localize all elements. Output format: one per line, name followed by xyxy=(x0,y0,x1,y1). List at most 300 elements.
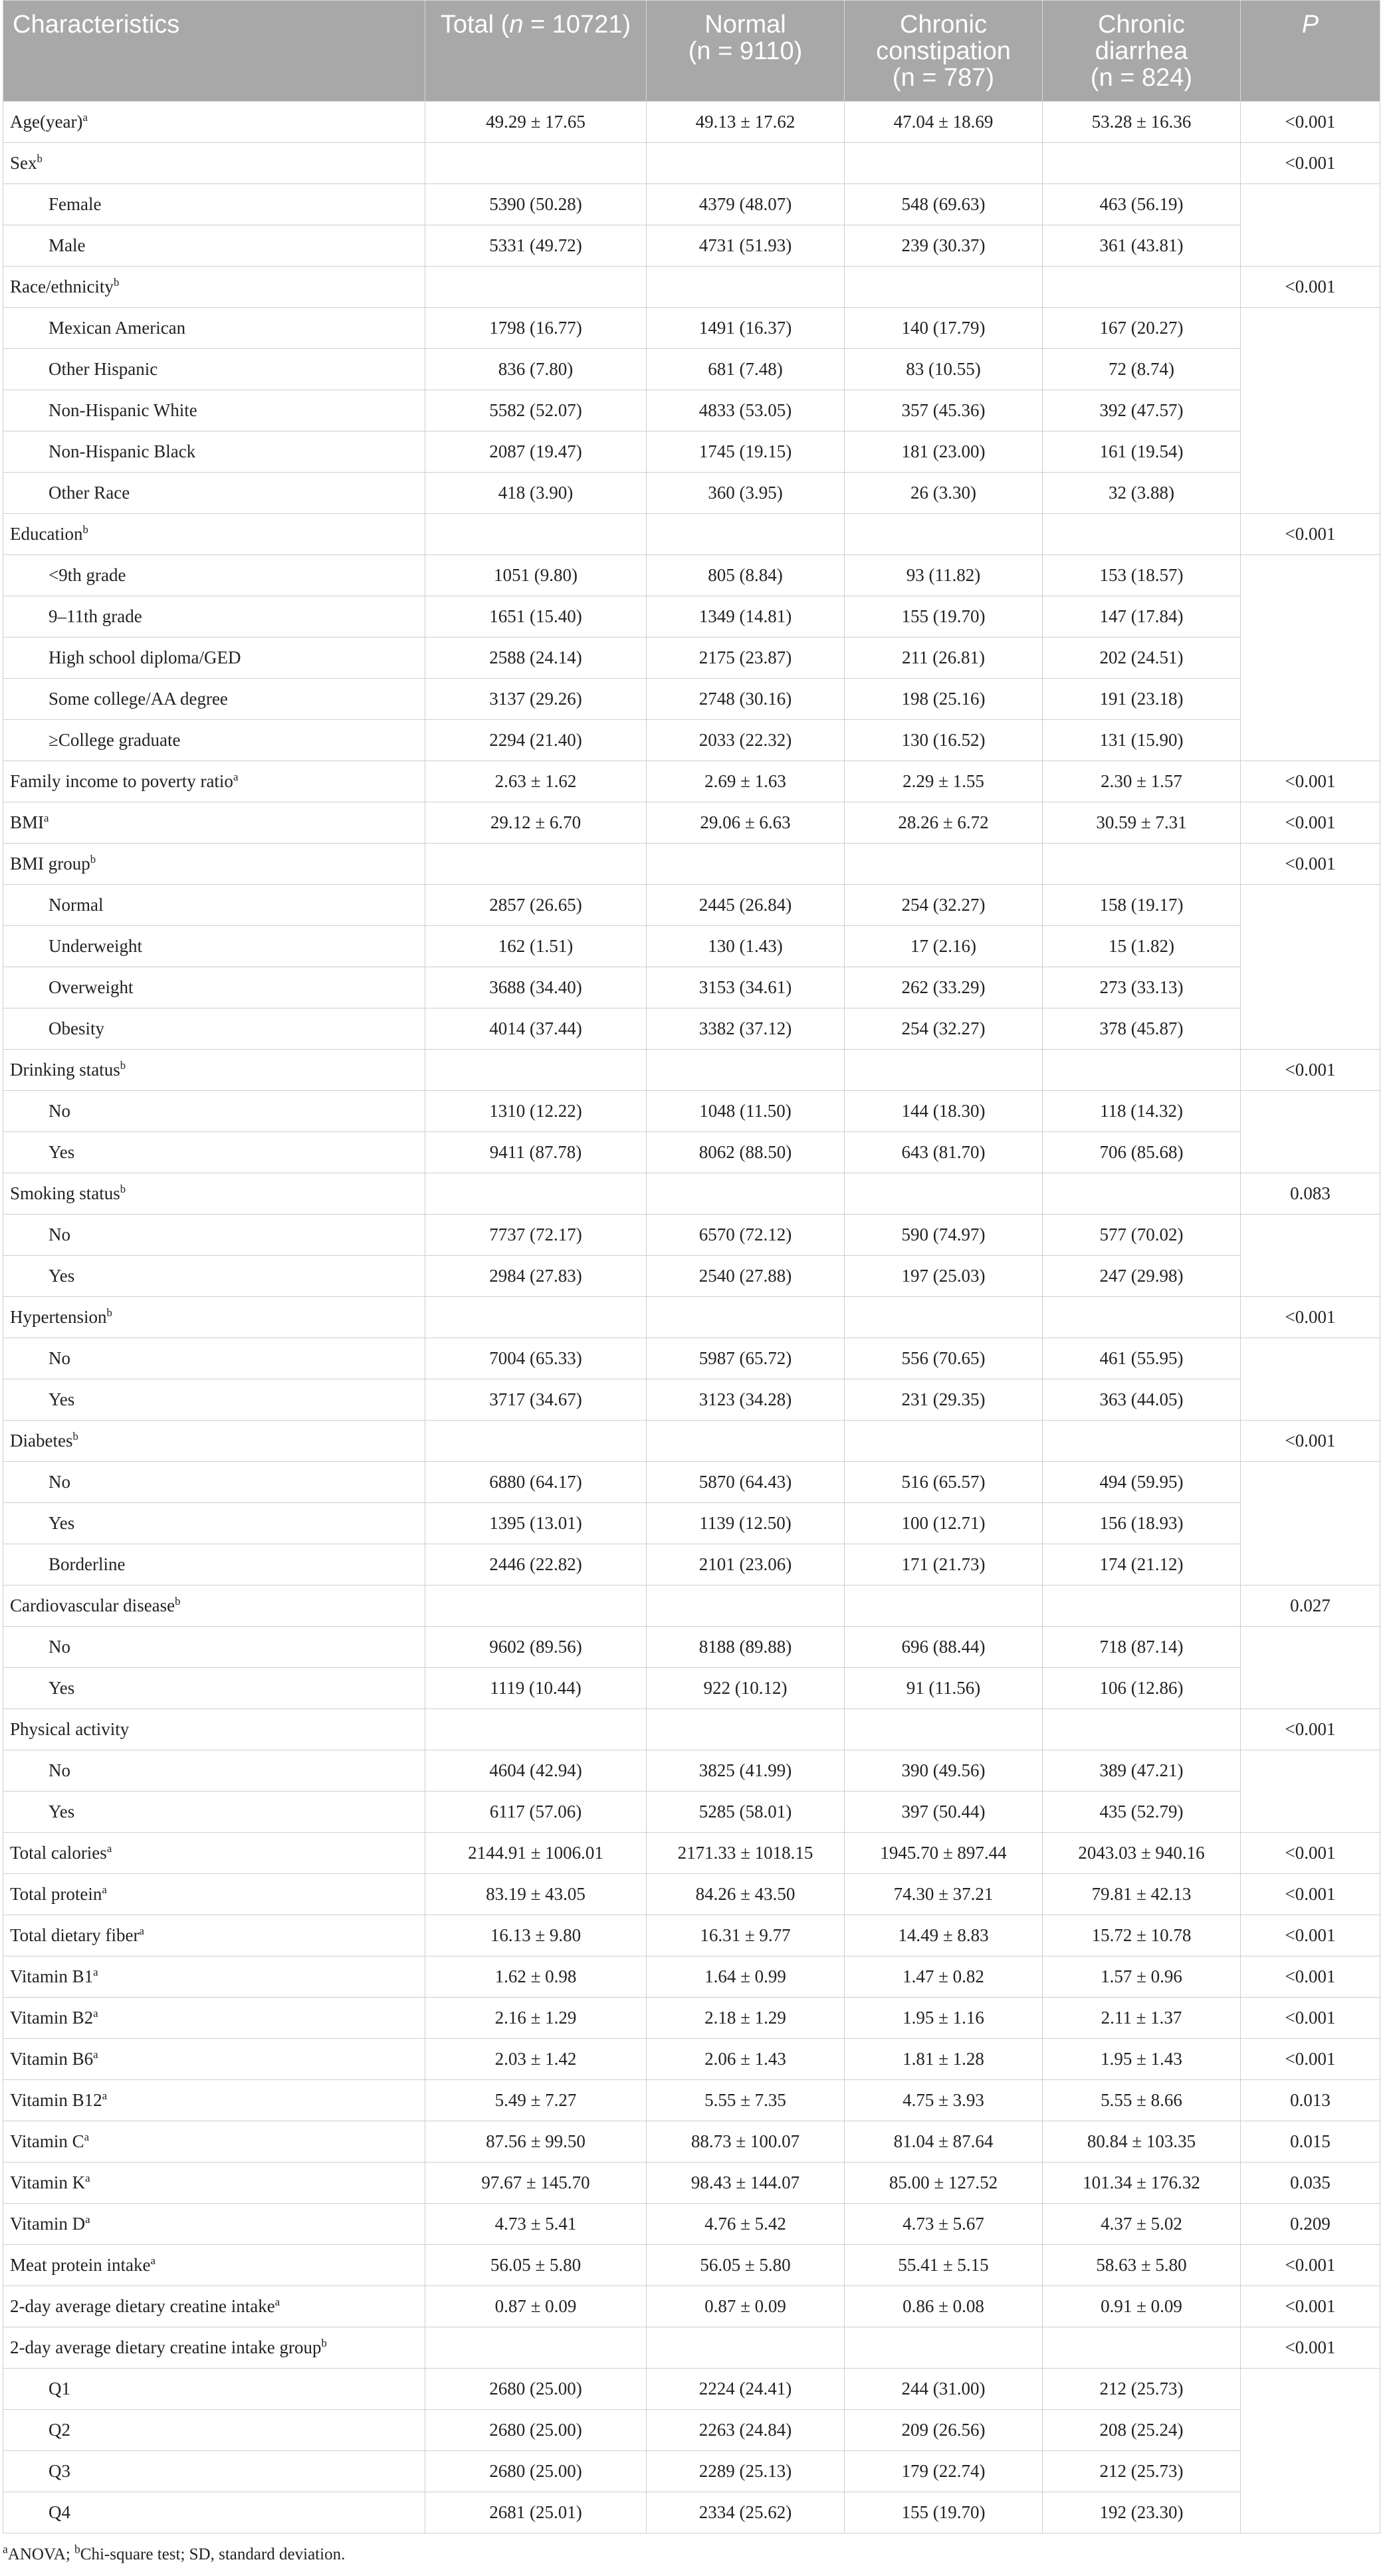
row-label-text: Family income to poverty ratio xyxy=(10,771,233,791)
cell-total: 9411 (87.78) xyxy=(425,1132,647,1173)
cell-total: 1051 (9.80) xyxy=(425,555,647,596)
table-row xyxy=(3,2163,1380,2204)
cell-total: 2.03 ± 1.42 xyxy=(425,2039,647,2080)
cell-diarrhea: 15.72 ± 10.78 xyxy=(1043,1915,1241,1956)
cell-diarrhea: 2043.03 ± 940.16 xyxy=(1043,1833,1241,1874)
row-label xyxy=(3,102,425,143)
table-row xyxy=(3,1503,1380,1544)
row-label xyxy=(3,431,425,473)
cell-diarrhea: 174 (21.12) xyxy=(1043,1544,1241,1585)
cell-p-value: 0.013 xyxy=(1241,2080,1380,2121)
table-row xyxy=(3,1338,1380,1379)
row-label-text: Other Race xyxy=(49,483,130,503)
row-label xyxy=(3,2369,425,2410)
cell-p-value: <0.001 xyxy=(1241,1915,1380,1956)
cell-p-value: 0.083 xyxy=(1241,1173,1380,1215)
cell-total xyxy=(425,844,647,885)
cell-constipation xyxy=(845,143,1043,184)
row-label-footnote-mark: a xyxy=(85,2213,90,2226)
row-label xyxy=(3,1091,425,1132)
cell-diarrhea: 1.57 ± 0.96 xyxy=(1043,1956,1241,1998)
row-label-text: No xyxy=(49,1225,70,1244)
row-label-text: Race/ethnicity xyxy=(10,277,114,296)
cell-diarrhea: 363 (44.05) xyxy=(1043,1379,1241,1421)
row-label xyxy=(3,267,425,308)
row-label-footnote-mark: a xyxy=(93,2007,98,2020)
table-row xyxy=(3,1379,1380,1421)
cell-diarrhea: 463 (56.19) xyxy=(1043,184,1241,225)
table-row xyxy=(3,102,1380,143)
cell-p-value: <0.001 xyxy=(1241,2039,1380,2080)
cell-p-value xyxy=(1241,967,1380,1008)
cell-normal: 2175 (23.87) xyxy=(647,638,845,679)
row-label xyxy=(3,967,425,1008)
cell-constipation: 93 (11.82) xyxy=(845,555,1043,596)
row-label-footnote-mark: a xyxy=(106,1842,112,1855)
cell-p-value xyxy=(1241,1627,1380,1668)
cell-constipation xyxy=(845,1421,1043,1462)
table-row xyxy=(3,390,1380,431)
cell-normal xyxy=(647,143,845,184)
cell-p-value xyxy=(1241,184,1380,225)
cell-constipation: 254 (32.27) xyxy=(845,1008,1043,1050)
table-body xyxy=(3,102,1380,2533)
row-label xyxy=(3,1132,425,1173)
cell-p-value xyxy=(1241,1215,1380,1256)
table-row xyxy=(3,1173,1380,1215)
row-label-text: Vitamin B1 xyxy=(10,1966,94,1986)
cell-p-value: <0.001 xyxy=(1241,1998,1380,2039)
row-label xyxy=(3,802,425,844)
row-label xyxy=(3,1503,425,1544)
cell-diarrhea: 212 (25.73) xyxy=(1043,2369,1241,2410)
cell-normal xyxy=(647,267,845,308)
row-label-text: Vitamin B2 xyxy=(10,2008,94,2028)
row-label xyxy=(3,720,425,761)
cell-constipation: 155 (19.70) xyxy=(845,596,1043,638)
cell-constipation: 4.75 ± 3.93 xyxy=(845,2080,1043,2121)
cell-total: 162 (1.51) xyxy=(425,926,647,967)
cell-normal: 2171.33 ± 1018.15 xyxy=(647,1833,845,1874)
cell-diarrhea: 161 (19.54) xyxy=(1043,431,1241,473)
row-label-text: Male xyxy=(49,235,86,255)
cell-diarrhea: 191 (23.18) xyxy=(1043,679,1241,720)
table-row xyxy=(3,1874,1380,1915)
row-label-footnote-mark: b xyxy=(321,2337,327,2349)
cell-p-value xyxy=(1241,926,1380,967)
row-label xyxy=(3,1709,425,1750)
row-label-text: Mexican American xyxy=(49,318,186,338)
row-label xyxy=(3,308,425,349)
cell-p-value: <0.001 xyxy=(1241,802,1380,844)
cell-diarrhea: 378 (45.87) xyxy=(1043,1008,1241,1050)
cell-normal: 130 (1.43) xyxy=(647,926,845,967)
cell-p-value xyxy=(1241,2492,1380,2533)
cell-total xyxy=(425,1585,647,1627)
table-row xyxy=(3,1008,1380,1050)
table-row xyxy=(3,967,1380,1008)
cell-constipation: 47.04 ± 18.69 xyxy=(845,102,1043,143)
cell-total xyxy=(425,2327,647,2369)
cell-diarrhea: 118 (14.32) xyxy=(1043,1091,1241,1132)
cell-total: 2.63 ± 1.62 xyxy=(425,761,647,802)
cell-normal xyxy=(647,2327,845,2369)
cell-p-value: <0.001 xyxy=(1241,844,1380,885)
cell-constipation: 74.30 ± 37.21 xyxy=(845,1874,1043,1915)
header-total xyxy=(425,1,647,102)
cell-constipation: 4.73 ± 5.67 xyxy=(845,2204,1043,2245)
row-label xyxy=(3,2327,425,2369)
header-total-n: n xyxy=(509,11,524,39)
cell-diarrhea: 202 (24.51) xyxy=(1043,638,1241,679)
header-p: P xyxy=(1241,1,1380,102)
cell-normal: 2445 (26.84) xyxy=(647,885,845,926)
cell-total: 1.62 ± 0.98 xyxy=(425,1956,647,1998)
cell-normal: 6570 (72.12) xyxy=(647,1215,845,1256)
row-label-text: Female xyxy=(49,194,102,214)
cell-diarrhea: 131 (15.90) xyxy=(1043,720,1241,761)
cell-constipation xyxy=(845,1585,1043,1627)
row-label xyxy=(3,143,425,184)
row-label xyxy=(3,555,425,596)
table-row xyxy=(3,225,1380,267)
cell-total: 4604 (42.94) xyxy=(425,1750,647,1792)
table-row xyxy=(3,143,1380,184)
cell-normal xyxy=(647,1709,845,1750)
row-label-text: Yes xyxy=(49,1678,75,1698)
cell-total: 836 (7.80) xyxy=(425,349,647,390)
row-label xyxy=(3,473,425,514)
cell-constipation: 130 (16.52) xyxy=(845,720,1043,761)
row-label-text: Total protein xyxy=(10,1884,102,1904)
table-row xyxy=(3,2410,1380,2451)
row-label xyxy=(3,2039,425,2080)
cell-constipation: 2.29 ± 1.55 xyxy=(845,761,1043,802)
cell-total: 4014 (37.44) xyxy=(425,1008,647,1050)
cell-constipation: 26 (3.30) xyxy=(845,473,1043,514)
cell-diarrhea: 718 (87.14) xyxy=(1043,1627,1241,1668)
row-label-text: Cardiovascular disease xyxy=(10,1595,175,1615)
cell-diarrhea: 72 (8.74) xyxy=(1043,349,1241,390)
cell-constipation: 211 (26.81) xyxy=(845,638,1043,679)
cell-total: 2588 (24.14) xyxy=(425,638,647,679)
row-label xyxy=(3,1462,425,1503)
table-row xyxy=(3,2039,1380,2080)
header-normal xyxy=(647,1,845,102)
cell-diarrhea: 2.30 ± 1.57 xyxy=(1043,761,1241,802)
table-row xyxy=(3,1833,1380,1874)
cell-total: 6880 (64.17) xyxy=(425,1462,647,1503)
row-label xyxy=(3,1585,425,1627)
row-label xyxy=(3,1297,425,1338)
row-label xyxy=(3,2163,425,2204)
cell-constipation: 17 (2.16) xyxy=(845,926,1043,967)
cell-diarrhea xyxy=(1043,2327,1241,2369)
row-label-text: Education xyxy=(10,524,83,544)
cell-total xyxy=(425,267,647,308)
table-row xyxy=(3,2327,1380,2369)
cell-diarrhea: 58.63 ± 5.80 xyxy=(1043,2245,1241,2286)
cell-normal: 56.05 ± 5.80 xyxy=(647,2245,845,2286)
row-label-text: High school diploma/GED xyxy=(49,647,241,667)
cell-total: 7004 (65.33) xyxy=(425,1338,647,1379)
row-label-footnote-mark: a xyxy=(93,1966,98,1978)
cell-total: 1395 (13.01) xyxy=(425,1503,647,1544)
cell-diarrhea: 361 (43.81) xyxy=(1043,225,1241,267)
row-label-text: Q1 xyxy=(49,2379,70,2399)
cell-diarrhea: 30.59 ± 7.31 xyxy=(1043,802,1241,844)
table-row xyxy=(3,2204,1380,2245)
cell-constipation xyxy=(845,2327,1043,2369)
cell-p-value: <0.001 xyxy=(1241,2245,1380,2286)
cell-total: 49.29 ± 17.65 xyxy=(425,102,647,143)
table-row xyxy=(3,349,1380,390)
cell-normal: 16.31 ± 9.77 xyxy=(647,1915,845,1956)
table-row xyxy=(3,473,1380,514)
table-footnote xyxy=(3,2542,1383,2564)
row-label xyxy=(3,1915,425,1956)
cell-p-value xyxy=(1241,1503,1380,1544)
cell-constipation xyxy=(845,1173,1043,1215)
row-label xyxy=(3,1544,425,1585)
row-label xyxy=(3,2245,425,2286)
cell-constipation: 244 (31.00) xyxy=(845,2369,1043,2410)
cell-diarrhea xyxy=(1043,143,1241,184)
row-label xyxy=(3,1421,425,1462)
row-label-footnote-mark: a xyxy=(93,2048,98,2061)
cell-diarrhea: 153 (18.57) xyxy=(1043,555,1241,596)
row-label-text: Drinking status xyxy=(10,1060,120,1080)
cell-normal xyxy=(647,1050,845,1091)
table-row xyxy=(3,1297,1380,1338)
cell-constipation: 197 (25.03) xyxy=(845,1256,1043,1297)
cell-p-value: <0.001 xyxy=(1241,1421,1380,1462)
cell-constipation: 556 (70.65) xyxy=(845,1338,1043,1379)
row-label xyxy=(3,1668,425,1709)
header-constipation-line3: (n = 787) xyxy=(892,64,995,92)
cell-p-value xyxy=(1241,1338,1380,1379)
cell-constipation: 198 (25.16) xyxy=(845,679,1043,720)
row-label-text: Some college/AA degree xyxy=(49,689,228,709)
cell-total: 97.67 ± 145.70 xyxy=(425,2163,647,2204)
cell-p-value: <0.001 xyxy=(1241,761,1380,802)
cell-normal xyxy=(647,1585,845,1627)
row-label-text: No xyxy=(49,1760,70,1780)
row-label-footnote-mark: a xyxy=(84,2131,90,2143)
row-label xyxy=(3,885,425,926)
row-label-text: Obesity xyxy=(49,1018,104,1038)
row-label-footnote-mark: b xyxy=(82,523,88,536)
row-label-footnote-mark: a xyxy=(44,812,49,824)
row-label-text: Total calories xyxy=(10,1843,107,1863)
cell-diarrhea: 156 (18.93) xyxy=(1043,1503,1241,1544)
table-row xyxy=(3,2121,1380,2163)
table-row xyxy=(3,802,1380,844)
row-label xyxy=(3,1256,425,1297)
cell-p-value: <0.001 xyxy=(1241,102,1380,143)
cell-constipation: 1.81 ± 1.28 xyxy=(845,2039,1043,2080)
row-label-text: ≥College graduate xyxy=(49,730,181,750)
cell-constipation xyxy=(845,1050,1043,1091)
table-row xyxy=(3,184,1380,225)
cell-total xyxy=(425,1050,647,1091)
table-row xyxy=(3,679,1380,720)
row-label-text: Other Hispanic xyxy=(49,359,158,379)
row-label-footnote-mark: a xyxy=(102,1883,107,1896)
cell-diarrhea xyxy=(1043,1709,1241,1750)
cell-diarrhea: 1.95 ± 1.43 xyxy=(1043,2039,1241,2080)
row-label xyxy=(3,1173,425,1215)
table-row xyxy=(3,1709,1380,1750)
cell-p-value xyxy=(1241,1544,1380,1585)
cell-normal: 4731 (51.93) xyxy=(647,225,845,267)
cell-p-value xyxy=(1241,720,1380,761)
cell-p-value xyxy=(1241,679,1380,720)
header-total-suffix: = 10721) xyxy=(523,11,631,39)
row-label-footnote-mark: a xyxy=(150,2254,156,2267)
cell-diarrhea xyxy=(1043,1297,1241,1338)
cell-constipation: 239 (30.37) xyxy=(845,225,1043,267)
table-row xyxy=(3,2080,1380,2121)
cell-p-value: <0.001 xyxy=(1241,1833,1380,1874)
row-label-text: Yes xyxy=(49,1266,75,1286)
cell-total xyxy=(425,1709,647,1750)
row-label xyxy=(3,2492,425,2533)
table-row xyxy=(3,844,1380,885)
cell-constipation: 85.00 ± 127.52 xyxy=(845,2163,1043,2204)
table-row xyxy=(3,1585,1380,1627)
cell-normal xyxy=(647,1297,845,1338)
row-label-text: Non-Hispanic White xyxy=(49,400,197,420)
cell-p-value xyxy=(1241,1668,1380,1709)
row-label-text: 2-day average dietary creatine intake xyxy=(10,2296,275,2316)
table-row xyxy=(3,1998,1380,2039)
cell-total: 2294 (21.40) xyxy=(425,720,647,761)
table-row xyxy=(3,1668,1380,1709)
cell-constipation: 397 (50.44) xyxy=(845,1792,1043,1833)
cell-p-value xyxy=(1241,1008,1380,1050)
row-label-text: Q4 xyxy=(49,2502,70,2522)
cell-p-value: <0.001 xyxy=(1241,2286,1380,2327)
header-normal-line1: Normal xyxy=(704,11,786,39)
cell-normal: 5987 (65.72) xyxy=(647,1338,845,1379)
row-label-footnote-mark: a xyxy=(102,2089,108,2102)
table-row xyxy=(3,885,1380,926)
cell-diarrhea: 4.37 ± 5.02 xyxy=(1043,2204,1241,2245)
row-label-text: Physical activity xyxy=(10,1719,130,1739)
table-row xyxy=(3,1256,1380,1297)
cell-diarrhea: 158 (19.17) xyxy=(1043,885,1241,926)
row-label-footnote-mark: a xyxy=(85,2172,90,2184)
cell-diarrhea: 167 (20.27) xyxy=(1043,308,1241,349)
cell-total: 2680 (25.00) xyxy=(425,2410,647,2451)
cell-diarrhea: 494 (59.95) xyxy=(1043,1462,1241,1503)
cell-diarrhea xyxy=(1043,514,1241,555)
table-row xyxy=(3,1750,1380,1792)
cell-p-value: 0.209 xyxy=(1241,2204,1380,2245)
row-label-text: No xyxy=(49,1472,70,1492)
header-constipation xyxy=(845,1,1043,102)
row-label-footnote-mark: a xyxy=(82,111,88,124)
cell-diarrhea: 32 (3.88) xyxy=(1043,473,1241,514)
row-label xyxy=(3,638,425,679)
cell-diarrhea: 0.91 ± 0.09 xyxy=(1043,2286,1241,2327)
cell-total: 83.19 ± 43.05 xyxy=(425,1874,647,1915)
cell-total: 5331 (49.72) xyxy=(425,225,647,267)
cell-diarrhea: 461 (55.95) xyxy=(1043,1338,1241,1379)
cell-normal xyxy=(647,1173,845,1215)
cell-normal: 88.73 ± 100.07 xyxy=(647,2121,845,2163)
row-label xyxy=(3,926,425,967)
cell-normal: 4833 (53.05) xyxy=(647,390,845,431)
cell-constipation: 231 (29.35) xyxy=(845,1379,1043,1421)
cell-p-value: <0.001 xyxy=(1241,1050,1380,1091)
cell-p-value: <0.001 xyxy=(1241,267,1380,308)
row-label-footnote-mark: b xyxy=(72,1430,78,1443)
cell-total: 2984 (27.83) xyxy=(425,1256,647,1297)
cell-total: 3137 (29.26) xyxy=(425,679,647,720)
row-label xyxy=(3,679,425,720)
cell-p-value xyxy=(1241,2369,1380,2410)
cell-total: 56.05 ± 5.80 xyxy=(425,2245,647,2286)
cell-constipation: 171 (21.73) xyxy=(845,1544,1043,1585)
table-row xyxy=(3,926,1380,967)
cell-total: 4.73 ± 5.41 xyxy=(425,2204,647,2245)
cell-p-value: <0.001 xyxy=(1241,2327,1380,2369)
cell-diarrhea: 273 (33.13) xyxy=(1043,967,1241,1008)
cell-normal xyxy=(647,844,845,885)
row-label-text: Yes xyxy=(49,1802,75,1821)
table-row xyxy=(3,638,1380,679)
cell-diarrhea: 247 (29.98) xyxy=(1043,1256,1241,1297)
cell-p-value xyxy=(1241,555,1380,596)
row-label xyxy=(3,1338,425,1379)
cell-p-value: 0.035 xyxy=(1241,2163,1380,2204)
row-label xyxy=(3,1792,425,1833)
cell-p-value xyxy=(1241,885,1380,926)
cell-p-value: <0.001 xyxy=(1241,1297,1380,1338)
cell-normal: 8062 (88.50) xyxy=(647,1132,845,1173)
cell-p-value: <0.001 xyxy=(1241,514,1380,555)
cell-total: 1798 (16.77) xyxy=(425,308,647,349)
cell-normal: 49.13 ± 17.62 xyxy=(647,102,845,143)
table-row xyxy=(3,431,1380,473)
row-label-text: BMI group xyxy=(10,854,90,874)
cell-normal: 2540 (27.88) xyxy=(647,1256,845,1297)
cell-normal: 29.06 ± 6.63 xyxy=(647,802,845,844)
table-row xyxy=(3,514,1380,555)
cell-diarrhea: 208 (25.24) xyxy=(1043,2410,1241,2451)
table-row xyxy=(3,1132,1380,1173)
cell-normal: 2289 (25.13) xyxy=(647,2451,845,2492)
table-row xyxy=(3,2286,1380,2327)
cell-total: 1310 (12.22) xyxy=(425,1091,647,1132)
row-label-text: Vitamin B12 xyxy=(10,2090,102,2110)
cell-p-value xyxy=(1241,349,1380,390)
table-row xyxy=(3,2492,1380,2533)
table-row xyxy=(3,720,1380,761)
cell-normal: 1491 (16.37) xyxy=(647,308,845,349)
cell-diarrhea: 80.84 ± 103.35 xyxy=(1043,2121,1241,2163)
cell-normal: 4379 (48.07) xyxy=(647,184,845,225)
cell-normal: 2033 (22.32) xyxy=(647,720,845,761)
row-label-text: No xyxy=(49,1101,70,1121)
cell-constipation: 81.04 ± 87.64 xyxy=(845,2121,1043,2163)
cell-p-value xyxy=(1241,1379,1380,1421)
cell-diarrhea: 53.28 ± 16.36 xyxy=(1043,102,1241,143)
cell-total: 7737 (72.17) xyxy=(425,1215,647,1256)
cell-diarrhea: 79.81 ± 42.13 xyxy=(1043,1874,1241,1915)
